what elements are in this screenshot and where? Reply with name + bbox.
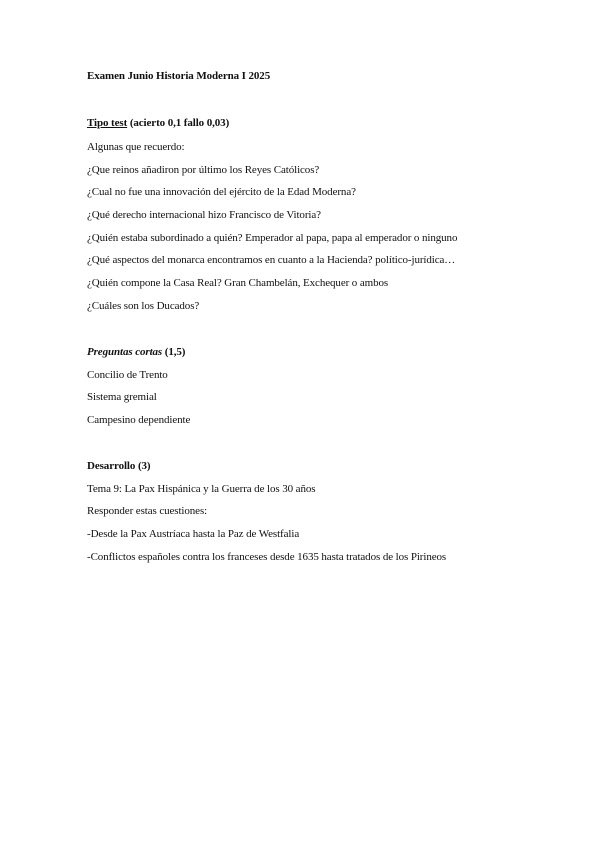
test-heading-label: Tipo test	[87, 117, 128, 129]
short-question: Concilio de Trento	[87, 369, 168, 381]
test-question: ¿Qué aspectos del monarca encontramos en cuanto a la Hacienda? político-jurídica…	[87, 254, 456, 266]
essay-heading-scoring: (3)	[137, 460, 151, 472]
test-question: ¿Que reinos añadiron por último los Reyes Católicos?	[87, 164, 320, 176]
test-section-heading	[87, 116, 229, 130]
essay-section-heading	[87, 459, 150, 473]
test-heading-scoring: (acierto 0,1 fallo 0,03)	[129, 117, 230, 129]
essay-intro: Responder estas cuestiones:	[87, 505, 208, 517]
short-section-heading	[87, 345, 185, 359]
test-question: ¿Cual no fue una innovación del ejército de la Edad Moderna?	[87, 186, 356, 198]
short-heading-scoring: (1,5)	[164, 346, 186, 358]
short-question: Campesino dependiente	[87, 414, 191, 426]
test-question: ¿Cuáles son los Ducados?	[87, 300, 200, 312]
document-title: Examen Junio Historia Moderna I 2025	[87, 70, 271, 82]
essay-item: -Desde la Pax Austríaca hasta la Paz de Westfalia	[87, 528, 300, 540]
essay-item: -Conflictos españoles contra los franceses desde 1635 hasta tratados de los Pirineos	[87, 551, 447, 563]
test-question: ¿Qué derecho internacional hizo Francisco de Vitoria?	[87, 209, 321, 221]
short-heading-label: Preguntas cortas	[87, 346, 163, 358]
essay-heading-label: Desarrollo	[87, 460, 136, 472]
test-question: ¿Quién compone la Casa Real? Gran Chambelán, Exchequer o ambos	[87, 277, 389, 289]
test-intro: Algunas que recuerdo:	[87, 141, 185, 153]
short-question: Sistema gremial	[87, 391, 157, 403]
essay-topic: Tema 9: La Pax Hispánica y la Guerra de los 30 años	[87, 483, 316, 495]
test-question: ¿Quién estaba subordinado a quién? Emperador al papa, papa al emperador o ninguno	[87, 232, 458, 244]
